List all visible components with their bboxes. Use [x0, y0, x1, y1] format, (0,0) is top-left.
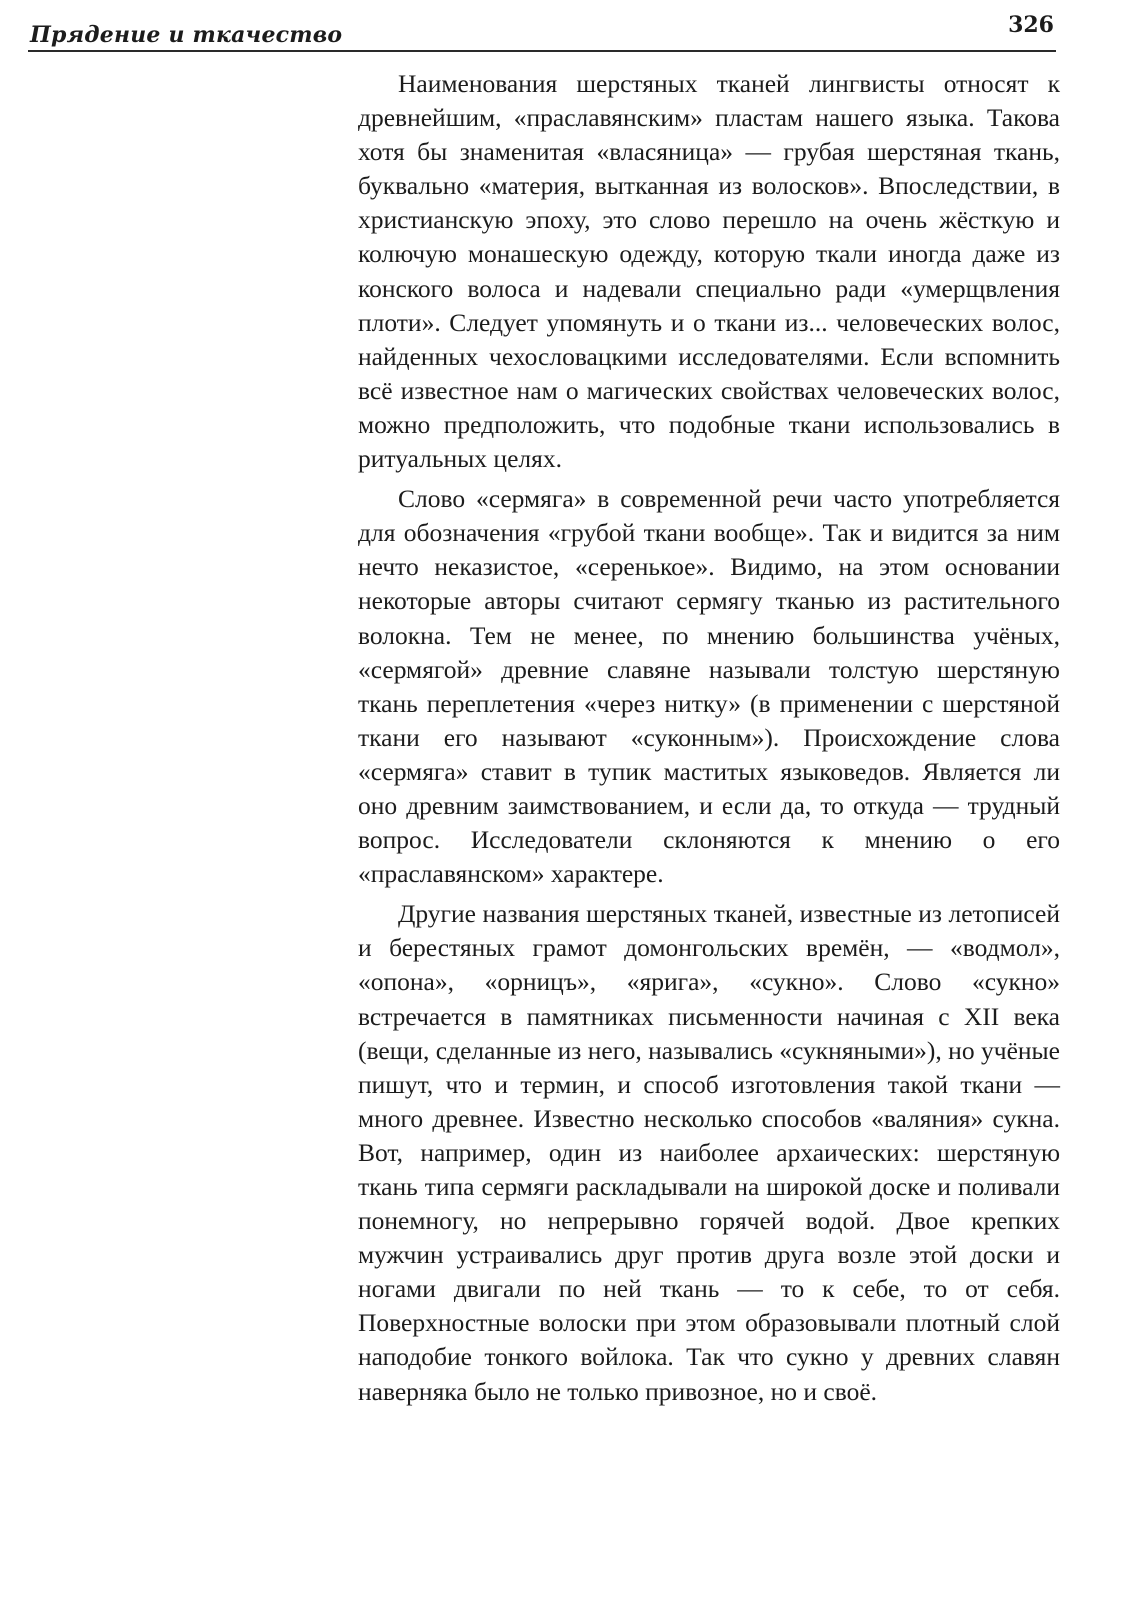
paragraph-1: Наименования шерстяных тканей лингвисты относят к древнейшим, «праславянским» пластам нашего языка. Такова хотя бы знаменитая «власяница» — грубая шерстяная ткань, буквально «материя, вытканная из волосков». Впоследствии, в христианскую эпоху, это слово перешло на очень жёсткую и колючую монашескую одежду, которую ткали иногда даже из конского волоса и надевали специально ради «умерщвления плоти». Следует упомянуть и о ткани из... человеческих волос, найденных чехословацкими исследователями. Если вспомнить всё известное нам о магических свойствах человеческих волос, можно предположить, что подобные ткани использовались в ритуальных целях. [358, 69, 1060, 474]
paragraph-3: Другие названия шерстяных тканей, известные из летописей и берестяных грамот домонгольских времён, — «водмол», «опона», «орницъ», «ярига», «сукно». Слово «сукно» встречается в памятниках письменности начиная с XII века (вещи, сделанные из него, назывались «сукняными»), но учёные пишут, что и термин, и способ изготовления такой ткани — много древнее. Известно несколько способов «валяния» сукна. Вот, например, один из наиболее архаических: шерстяную ткань типа сермяги раскладывали на широкой доске и поливали понемногу, но непрерывно горячей водой. Двое крепких мужчин устраивались друг против друга возле этой доски и ногами двигали по ней ткань — то к себе, то от себя. Поверхностные волоски при этом образовывали плотный слой наподобие тонкого войлока. Так что сукно у древних славян наверняка было не только привозное, но и своё. [358, 899, 1060, 1406]
page-number: 326 [1008, 12, 1054, 38]
running-title: Прядение и ткачество [30, 22, 343, 48]
body-text [358, 67, 1060, 1415]
paragraph-2: Слово «сермяга» в современной речи часто употребляется для обозначения «грубой ткани вообще». Так и видится за ним нечто неказистое, «серенькое». Видимо, на этом основании некоторые авторы считают сермягу тканью из растительного волокна. Тем не менее, по мнению большинства учёных, «сермягой» древние славяне называли толстую шерстяную ткань переплетения «через нитку» (в применении с шерстяной ткани его называют «суконным»). Происхождение слова «сермяга» ставит в тупик маститых языковедов. Является ли оно древним заимствованием, и если да, то откуда — трудный вопрос. Исследователи склоняются к мнению о его «праславянском» характере. [358, 484, 1060, 889]
running-header [28, 10, 1056, 52]
